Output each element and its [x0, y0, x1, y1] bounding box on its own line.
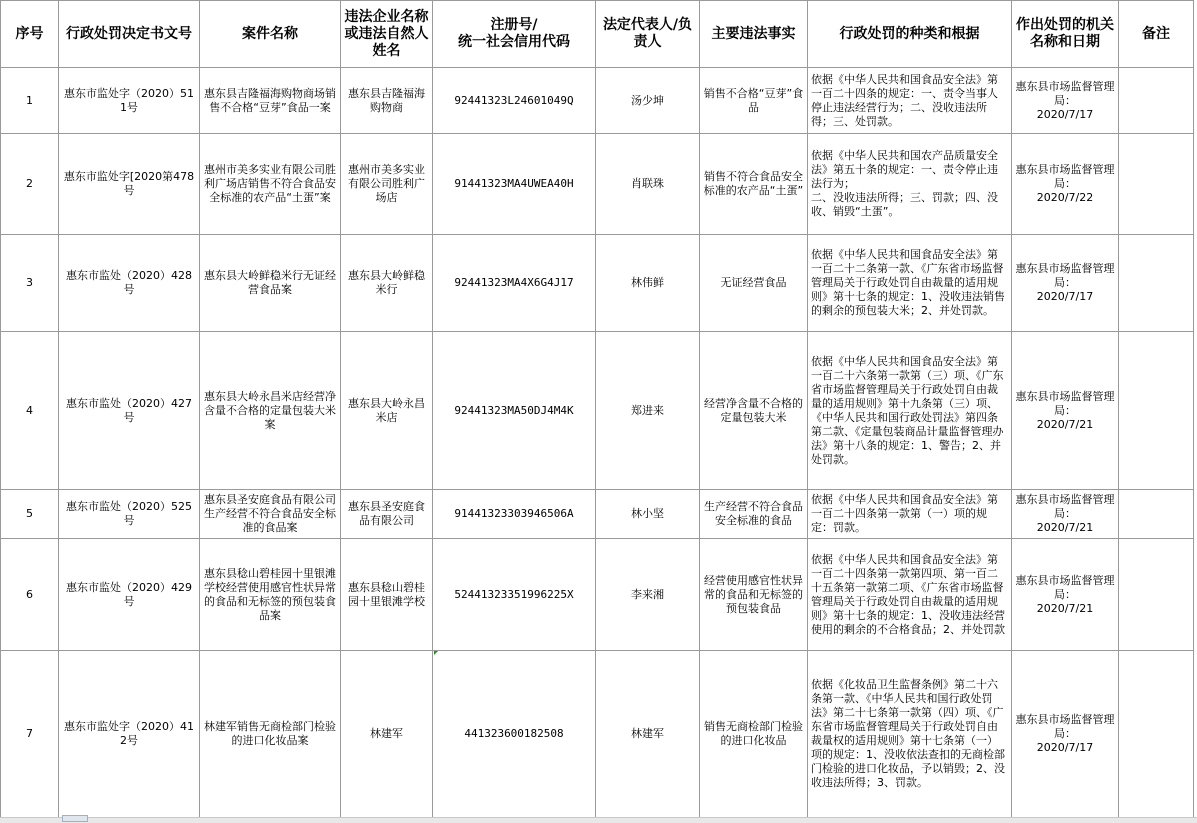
cell-remarks[interactable] [1119, 134, 1194, 235]
cell-authority-date[interactable] [1012, 332, 1119, 490]
table-row [1, 332, 1194, 490]
cell-seq[interactable]: 2 [1, 134, 59, 235]
cell-facts[interactable]: 销售无商检部门检验的进口化妆品 [700, 651, 808, 818]
cell-case-name[interactable]: 惠东县大岭永昌米店经营净含量不合格的定量包装大米案 [200, 332, 341, 490]
authority-name: 惠东县市场监督管理局： [1015, 163, 1115, 190]
decision-date: 2020/7/17 [1036, 741, 1094, 754]
cell-penalty[interactable]: 依据《中华人民共和国食品安全法》第一百二十四条的规定：一、责令当事人停止违法经营行为；二、没收违法所得；三、处罚款。 [808, 68, 1012, 134]
header-penalty[interactable]: 行政处罚的种类和根据 [808, 1, 1012, 68]
cell-decision-no[interactable]: 惠东市监处（2020）525号 [59, 490, 200, 539]
authority-name: 惠东县市场监督管理局： [1015, 389, 1115, 417]
header-case-name[interactable]: 案件名称 [200, 1, 341, 68]
cell-party[interactable]: 惠州市美多实业有限公司胜利广场店 [341, 134, 433, 235]
table-row [1, 68, 1194, 134]
cell-decision-no[interactable]: 惠东市监处（2020）429号 [59, 539, 200, 651]
cell-legal-rep[interactable]: 李来湘 [596, 539, 700, 651]
cell-decision-no[interactable]: 惠东市监处（2020）427号 [59, 332, 200, 490]
cell-seq[interactable]: 7 [1, 651, 59, 818]
decision-date: 2020/7/22 [1036, 191, 1094, 204]
cell-remarks[interactable] [1119, 235, 1194, 332]
cell-authority-date[interactable] [1012, 235, 1119, 332]
cell-decision-no[interactable]: 惠东市监处（2020）428号 [59, 235, 200, 332]
cell-party[interactable]: 惠东县大岭永昌米店 [341, 332, 433, 490]
cell-case-name[interactable]: 惠东县稔山碧桂园十里银滩学校经营使用感官性状异常的食品和无标签的预包装食品案 [200, 539, 341, 651]
header-facts[interactable]: 主要违法事实 [700, 1, 808, 68]
cell-penalty[interactable]: 依据《中华人民共和国食品安全法》第一百二十二条第一款、《广东省市场监督管理局关于行政处罚自由裁量的适用规则》第十七条的规定：1、没收违法销售的剩余的预包装大米；2、并处罚款。 [808, 235, 1012, 332]
table-row [1, 490, 1194, 539]
table-row [1, 235, 1194, 332]
cell-decision-no[interactable]: 惠东市监处字[2020第478号 [59, 134, 200, 235]
cell-penalty[interactable]: 依据《中华人民共和国食品安全法》第一百二十四条第一款第四项、第一百二十五条第一款第二项、《广东省市场监督管理局关于行政处罚自由裁量的适用规则》第十七条的规定：1、没收违法经营使用的剩余的不合格食品；2、并处罚款 [808, 539, 1012, 651]
cell-party[interactable]: 惠东县大岭鲜稳米行 [341, 235, 433, 332]
cell-facts[interactable]: 销售不合格“豆芽”食品 [700, 68, 808, 134]
cell-authority-date[interactable] [1012, 539, 1119, 651]
cell-case-name[interactable]: 惠东县大岭鲜稳米行无证经营食品案 [200, 235, 341, 332]
cell-party[interactable]: 惠东县稔山碧桂园十里银滩学校 [341, 539, 433, 651]
cell-authority-date[interactable] [1012, 490, 1119, 539]
cell-authority-date[interactable] [1012, 134, 1119, 235]
cell-legal-rep[interactable]: 汤少坤 [596, 68, 700, 134]
cell-decision-no[interactable]: 惠东市监处字（2020）412号 [59, 651, 200, 818]
decision-date: 2020/7/21 [1036, 417, 1094, 431]
cell-remarks[interactable] [1119, 490, 1194, 539]
cell-seq[interactable]: 1 [1, 68, 59, 134]
cell-facts[interactable]: 经营净含量不合格的定量包装大米 [700, 332, 808, 490]
cell-reg-no[interactable]: 92441323MA50DJ4M4K [433, 332, 596, 490]
cell-party[interactable]: 惠东县吉隆福海购物商 [341, 68, 433, 134]
header-party[interactable]: 违法企业名称或违法自然人姓名 [341, 1, 433, 68]
cell-seq[interactable]: 4 [1, 332, 59, 490]
cell-penalty[interactable]: 依据《化妆品卫生监督条例》第二十六条第一款、《中华人民共和国行政处罚法》第二十七条第一款第（四）项、《广东省市场监督管理局关于行政处罚自由裁量权的适用规则》第十七条第（一）项的规定：1、没收依法查扣的无商检部门检验的进口化妆品，予以销毁；2、没收违法所得；3、罚款。 [808, 651, 1012, 818]
cell-facts[interactable]: 生产经营不符合食品安全标准的食品 [700, 490, 808, 539]
cell-authority-date[interactable] [1012, 68, 1119, 134]
cell-facts[interactable]: 经营使用感官性状异常的食品和无标签的预包装食品 [700, 539, 808, 651]
cell-seq[interactable]: 3 [1, 235, 59, 332]
cell-party[interactable]: 惠东县圣安庭食品有限公司 [341, 490, 433, 539]
cell-penalty[interactable]: 依据《中华人民共和国食品安全法》第一百二十四条第一款第（一）项的规定：罚款。 [808, 490, 1012, 539]
cell-case-name[interactable]: 惠东县吉隆福海购物商场销售不合格“豆芽”食品一案 [200, 68, 341, 134]
cell-remarks[interactable] [1119, 332, 1194, 490]
cell-legal-rep[interactable]: 肖联珠 [596, 134, 700, 235]
header-row [1, 1, 1194, 68]
header-seq[interactable]: 序号 [1, 1, 59, 68]
header-reg-no[interactable]: 注册号/ 统一社会信用代码 [433, 1, 596, 68]
cell-penalty[interactable]: 依据《中华人民共和国农产品质量安全法》第五十条的规定：一、责令停止违法行为； 二、没收违法所得；三、罚款；四、没收、销毁“土蛋”。 [808, 134, 1012, 235]
cell-reg-no[interactable]: 92441323MA4X6G4J17 [433, 235, 596, 332]
cell-reg-no[interactable]: 441323600182508 [433, 651, 596, 818]
table-row [1, 651, 1194, 818]
cell-remarks[interactable] [1119, 68, 1194, 134]
cell-reg-no[interactable]: 52441323351996225X [433, 539, 596, 651]
header-remarks[interactable]: 备注 [1119, 1, 1194, 68]
sheet-tab[interactable] [62, 815, 88, 822]
authority-name: 惠东县市场监督管理局： [1015, 493, 1115, 520]
cell-seq[interactable]: 5 [1, 490, 59, 539]
table-row [1, 134, 1194, 235]
cell-seq[interactable]: 6 [1, 539, 59, 651]
table-row [1, 539, 1194, 651]
header-legal-rep[interactable]: 法定代表人/负责人 [596, 1, 700, 68]
cell-legal-rep[interactable]: 林小坚 [596, 490, 700, 539]
cell-legal-rep[interactable]: 林建军 [596, 651, 700, 818]
cell-case-name[interactable]: 惠东县圣安庭食品有限公司生产经营不符合食品安全标准的食品案 [200, 490, 341, 539]
authority-name: 惠东县市场监督管理局： [1015, 573, 1115, 601]
cell-legal-rep[interactable]: 郑进来 [596, 332, 700, 490]
cell-party[interactable]: 林建军 [341, 651, 433, 818]
cell-reg-no[interactable]: 91441323303946506A [433, 490, 596, 539]
decision-date: 2020/7/17 [1036, 290, 1094, 303]
cell-facts[interactable]: 无证经营食品 [700, 235, 808, 332]
cell-case-name[interactable]: 惠州市美多实业有限公司胜利广场店销售不符合食品安全标准的农产品“土蛋”案 [200, 134, 341, 235]
header-decision-no[interactable]: 行政处罚决定书文号 [59, 1, 200, 68]
cell-legal-rep[interactable]: 林伟鲜 [596, 235, 700, 332]
cell-reg-no[interactable]: 92441323L24601049Q [433, 68, 596, 134]
decision-date: 2020/7/21 [1036, 521, 1094, 534]
cell-decision-no[interactable]: 惠东市监处字（2020）511号 [59, 68, 200, 134]
cell-remarks[interactable] [1119, 539, 1194, 651]
header-authority-date[interactable]: 作出处罚的机关名称和日期 [1012, 1, 1119, 68]
cell-facts[interactable]: 销售不符合食品安全标准的农产品“土蛋” [700, 134, 808, 235]
decision-date: 2020/7/21 [1036, 601, 1094, 615]
cell-remarks[interactable] [1119, 651, 1194, 818]
cell-penalty[interactable]: 依据《中华人民共和国食品安全法》第一百二十六条第一款第（三）项、《广东省市场监督管理局关于行政处罚自由裁量的适用规则》第十九条第（三）项、《中华人民共和国行政处罚法》第四条第二款、《定量包装商品计量监督管理办法》第十八条的规定：1、警告；2、并处罚款。 [808, 332, 1012, 490]
authority-name: 惠东县市场监督管理局： [1015, 713, 1115, 740]
decision-date: 2020/7/17 [1036, 107, 1094, 121]
sheet-bottom-bar [0, 817, 1197, 823]
authority-name: 惠东县市场监督管理局： [1015, 79, 1115, 107]
cell-authority-date[interactable] [1012, 651, 1119, 818]
cell-reg-no[interactable]: 91441323MA4UWEA40H [433, 134, 596, 235]
authority-name: 惠东县市场监督管理局： [1015, 262, 1115, 289]
cell-comment-indicator-icon [434, 651, 438, 655]
cell-case-name[interactable]: 林建军销售无商检部门检验的进口化妆品案 [200, 651, 341, 818]
